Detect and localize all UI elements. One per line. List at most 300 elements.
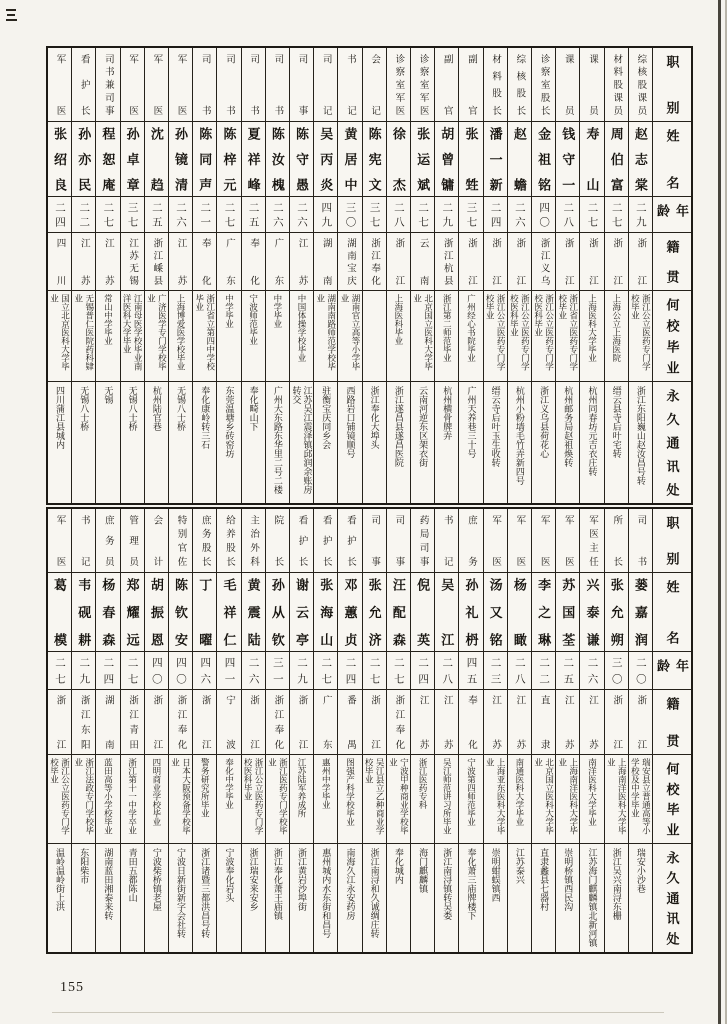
cell-title xyxy=(242,509,265,572)
age-text: 三一 xyxy=(271,657,283,684)
title-text: 特别官佐 xyxy=(175,515,186,566)
school-text: 南洋医科大学毕业 xyxy=(587,758,598,826)
person-column xyxy=(289,509,313,952)
address-text: 东莞温塘乡砖窑坊 xyxy=(224,386,235,458)
cell-school xyxy=(411,290,434,381)
school-text: 图强产科学校毕业 xyxy=(345,758,356,826)
cell-origin xyxy=(459,689,482,754)
cell-age xyxy=(242,196,265,232)
title-text: 课员 xyxy=(586,54,597,115)
cell-address xyxy=(266,843,289,952)
address-text: 奉化萧三庙牌楼下 xyxy=(466,848,477,920)
origin-text: 浙江 xyxy=(586,238,597,285)
person-column xyxy=(362,48,386,503)
address-text: 四川蒲江县城内 xyxy=(55,386,66,449)
cell-school xyxy=(459,754,482,843)
roster-table-top xyxy=(46,46,693,505)
cell-school xyxy=(96,290,119,381)
cell-name xyxy=(242,572,265,651)
row-header-label: 职别 xyxy=(664,55,680,114)
person-column xyxy=(337,48,361,503)
age-text: 二一 xyxy=(199,202,211,227)
cell-origin xyxy=(96,232,119,290)
cell-name xyxy=(605,572,628,651)
cell-age xyxy=(48,651,71,689)
address-text: 云南河逆东区架衣街 xyxy=(418,386,429,467)
age-text: 二七 xyxy=(417,202,429,227)
age-text: 二四 xyxy=(344,657,356,684)
person-column xyxy=(313,48,337,503)
cell-age xyxy=(556,651,579,689)
school-text: 上海公立上海医院 xyxy=(611,294,622,362)
title-text: 看护长 xyxy=(296,515,307,566)
cell-address xyxy=(338,843,361,952)
row-header-cell xyxy=(653,509,691,572)
scan-corner-mark xyxy=(6,8,17,21)
title-text: 司事 xyxy=(369,515,380,566)
row-header-cell xyxy=(653,196,691,232)
origin-text: 浙江 xyxy=(562,238,573,285)
address-text: 无锡八士桥 xyxy=(79,386,90,431)
cell-name xyxy=(532,121,555,196)
school-text: 北京国立医科大学毕业 xyxy=(533,758,555,835)
cell-age xyxy=(629,651,652,689)
cell-origin xyxy=(363,232,386,290)
cell-name xyxy=(338,572,361,651)
age-text: 二八 xyxy=(392,202,404,227)
school-text: 湖南官立高等小学毕业 xyxy=(339,294,361,371)
cell-school xyxy=(556,754,579,843)
title-text: 司记 xyxy=(320,54,331,115)
cell-origin xyxy=(338,232,361,290)
cell-age xyxy=(580,196,603,232)
cell-origin xyxy=(290,689,313,754)
age-text: 三七 xyxy=(368,202,380,227)
cell-address xyxy=(48,381,71,503)
cell-title xyxy=(314,509,337,572)
address-text: 浙江遂昌县遂昌医院 xyxy=(393,386,404,467)
row-header-label: 年龄 xyxy=(655,204,689,217)
name-text: 孙从钦 xyxy=(269,578,285,646)
school-text: 常山中学毕业 xyxy=(103,294,114,345)
origin-text: 浙江东阳 xyxy=(78,695,89,749)
school-text: 浙江公立医药专门学校医科毕业 xyxy=(243,758,265,835)
cell-origin xyxy=(484,232,507,290)
cell-address xyxy=(605,843,628,952)
cell-origin xyxy=(387,689,410,754)
name-text: 潘一新 xyxy=(487,127,503,191)
name-text: 胡振恩 xyxy=(148,578,164,646)
name-text: 汤又铭 xyxy=(487,578,503,646)
address-text: 江苏海门麒麟镇北新河镇 xyxy=(587,848,598,947)
cell-address xyxy=(290,381,313,503)
cell-address xyxy=(217,843,240,952)
title-text: 看护长 xyxy=(78,54,89,115)
school-text: 北京国立医科大学毕业 xyxy=(412,294,434,371)
cell-age xyxy=(266,196,289,232)
cell-origin xyxy=(580,232,603,290)
cell-school xyxy=(72,290,95,381)
school-text: 中国体操学校毕业 xyxy=(297,294,308,362)
cell-address xyxy=(387,843,410,952)
row-header-cell xyxy=(653,290,691,381)
cell-address xyxy=(580,843,603,952)
cell-title xyxy=(314,48,337,121)
cell-school xyxy=(605,754,628,843)
age-text: 二七 xyxy=(368,657,380,684)
school-text: 浙江医药专门学校毕业 xyxy=(267,758,289,835)
cell-title xyxy=(411,509,434,572)
person-column xyxy=(168,48,192,503)
school-text: 吴江师范讲习所毕业 xyxy=(442,758,453,835)
age-text: 二二 xyxy=(78,202,90,227)
cell-origin xyxy=(484,689,507,754)
cell-age xyxy=(96,651,119,689)
title-text: 司书 xyxy=(635,515,646,566)
cell-origin xyxy=(508,232,531,290)
origin-text: 浙江 xyxy=(151,695,162,749)
cell-age xyxy=(605,651,628,689)
title-text: 军医 xyxy=(54,54,65,115)
cell-title xyxy=(48,509,71,572)
cell-address xyxy=(169,843,192,952)
cell-title xyxy=(145,48,168,121)
age-text: 二七 xyxy=(610,202,622,227)
cell-school xyxy=(508,754,531,843)
origin-text: 广东 xyxy=(223,238,234,285)
cell-address xyxy=(435,381,458,503)
age-text: 四五 xyxy=(465,657,477,684)
cell-address xyxy=(242,843,265,952)
cell-origin xyxy=(266,232,289,290)
name-text: 汪配森 xyxy=(390,578,406,646)
person-column xyxy=(144,509,168,952)
cell-name xyxy=(363,572,386,651)
cell-school xyxy=(387,290,410,381)
cell-address xyxy=(121,843,144,952)
cell-age xyxy=(145,651,168,689)
cell-origin xyxy=(193,689,216,754)
row-header-label: 籍贯 xyxy=(664,240,680,283)
cell-name xyxy=(145,572,168,651)
cell-name xyxy=(605,121,628,196)
cell-title xyxy=(459,48,482,121)
origin-text: 宁波 xyxy=(223,695,234,749)
row-header-cell xyxy=(653,689,691,754)
cell-address xyxy=(629,843,652,952)
cell-origin xyxy=(169,689,192,754)
cell-title xyxy=(121,48,144,121)
age-text: 二四 xyxy=(54,202,66,227)
origin-text: 浙江嵊县 xyxy=(151,238,162,285)
row-header-label: 籍贯 xyxy=(664,697,680,747)
cell-name xyxy=(411,121,434,196)
cell-origin xyxy=(48,232,71,290)
cell-school xyxy=(145,754,168,843)
row-header-label: 姓名 xyxy=(664,129,680,189)
address-text: 无锡 xyxy=(103,386,114,404)
cell-title xyxy=(266,48,289,121)
title-text: 主治外科 xyxy=(248,515,259,566)
origin-text: 浙江 xyxy=(490,238,501,285)
cell-age xyxy=(217,196,240,232)
origin-text: 浙江 xyxy=(635,695,646,749)
origin-text: 浙江 xyxy=(635,238,646,285)
cell-age xyxy=(363,651,386,689)
age-text: 二五 xyxy=(247,202,259,227)
cell-name xyxy=(72,121,95,196)
cell-title xyxy=(605,48,628,121)
age-text: 二六 xyxy=(296,202,308,227)
address-text: 驻衡宝庆同乡会 xyxy=(321,386,332,449)
cell-title xyxy=(169,509,192,572)
cell-origin xyxy=(556,232,579,290)
cell-origin xyxy=(508,689,531,754)
cell-title xyxy=(72,509,95,572)
cell-school xyxy=(72,754,95,843)
title-text: 管理员 xyxy=(127,515,138,566)
cell-origin xyxy=(193,232,216,290)
address-text: 奉化畸山下 xyxy=(248,386,259,431)
person-column xyxy=(192,48,216,503)
title-text: 司书 xyxy=(272,54,283,115)
name-text: 徐杰 xyxy=(390,127,406,191)
cell-address xyxy=(314,843,337,952)
cell-origin xyxy=(145,232,168,290)
cell-address xyxy=(629,381,652,503)
cell-name xyxy=(508,121,531,196)
cell-title xyxy=(435,509,458,572)
cell-name xyxy=(72,572,95,651)
school-text: 奉化中学毕业 xyxy=(224,758,235,809)
cell-origin xyxy=(314,232,337,290)
cell-origin xyxy=(242,232,265,290)
age-text: 四九 xyxy=(320,202,332,227)
person-column xyxy=(628,509,652,952)
cell-origin xyxy=(121,232,144,290)
origin-text: 浙江 xyxy=(611,238,622,285)
title-text: 副官 xyxy=(465,54,476,115)
school-text: 浙江省立医药专门学校毕业 xyxy=(557,294,579,371)
cell-origin xyxy=(411,232,434,290)
row-header-cell xyxy=(653,651,691,689)
address-text: 杭州小粉墙毛竹弄新四号 xyxy=(514,386,525,485)
address-text: 浙江黄岩沙埠街 xyxy=(297,848,308,911)
person-column xyxy=(313,509,337,952)
person-column xyxy=(265,509,289,952)
person-column xyxy=(216,509,240,952)
person-column xyxy=(95,509,119,952)
address-text: 宁波奉化岩头 xyxy=(224,848,235,902)
name-text: 陈汝槐 xyxy=(269,127,285,191)
name-text: 赵志棠 xyxy=(632,127,648,191)
address-text: 直隶蠡县七器村 xyxy=(539,848,550,911)
name-text: 兴泰谦 xyxy=(584,578,600,646)
age-text: 二五 xyxy=(562,657,574,684)
cell-address xyxy=(459,381,482,503)
age-text: 二七 xyxy=(320,657,332,684)
cell-age xyxy=(145,196,168,232)
cell-school xyxy=(193,754,216,843)
origin-text: 江苏 xyxy=(175,238,186,285)
origin-text: 云南 xyxy=(417,238,428,285)
cell-address xyxy=(363,843,386,952)
cell-title xyxy=(605,509,628,572)
cell-title xyxy=(266,509,289,572)
name-text: 吴江 xyxy=(439,578,455,646)
cell-title xyxy=(629,509,652,572)
person-column xyxy=(434,509,458,952)
cell-address xyxy=(314,381,337,503)
cell-origin xyxy=(121,689,144,754)
name-text: 葛模 xyxy=(52,578,68,646)
cell-title xyxy=(338,48,361,121)
title-text: 材料股课员 xyxy=(611,54,622,115)
cell-school xyxy=(217,290,240,381)
origin-text: 湖南宝庆 xyxy=(344,238,355,285)
cell-address xyxy=(435,843,458,952)
cell-origin xyxy=(532,232,555,290)
school-text: 湖南南路师范学校毕业 xyxy=(315,294,337,371)
cell-age xyxy=(605,196,628,232)
cell-age xyxy=(48,196,71,232)
row-header-cell xyxy=(653,381,691,503)
cell-school xyxy=(338,754,361,843)
age-text: 二四 xyxy=(417,657,429,684)
cell-school xyxy=(508,290,531,381)
title-text: 军医 xyxy=(127,54,138,115)
origin-text: 浙江 xyxy=(611,695,622,749)
title-text: 副官 xyxy=(441,54,452,115)
cell-address xyxy=(508,381,531,503)
cell-address xyxy=(484,843,507,952)
origin-text: 浙江 xyxy=(514,238,525,285)
age-text: 二六 xyxy=(175,202,187,227)
age-text: 二七 xyxy=(126,657,138,684)
title-text: 军医主任 xyxy=(586,515,597,566)
cell-age xyxy=(290,196,313,232)
person-column xyxy=(386,509,410,952)
scan-bottom-line xyxy=(52,1012,664,1013)
name-text: 陈宪文 xyxy=(366,127,382,191)
school-text: 惠州中学毕业 xyxy=(321,758,332,809)
cell-age xyxy=(121,196,144,232)
cell-age xyxy=(314,196,337,232)
person-column xyxy=(71,509,95,952)
origin-text: 广东 xyxy=(320,695,331,749)
origin-text: 奉化 xyxy=(199,238,210,285)
age-text: 二七 xyxy=(392,657,404,684)
school-text: 宁波甲种商业学校毕业 xyxy=(388,758,410,835)
age-text: 二三 xyxy=(489,657,501,684)
cell-title xyxy=(290,509,313,572)
cell-origin xyxy=(629,232,652,290)
cell-age xyxy=(411,196,434,232)
cell-title xyxy=(169,48,192,121)
address-text: 南海久江永安药房 xyxy=(345,848,356,920)
cell-school xyxy=(580,754,603,843)
person-column xyxy=(531,509,555,952)
title-text: 军医 xyxy=(490,515,501,566)
title-text: 所长 xyxy=(611,515,622,566)
school-text: 江南母医学校毕业南洋医科大学毕业 xyxy=(122,294,144,371)
cell-title xyxy=(193,48,216,121)
cell-age xyxy=(459,651,482,689)
origin-text: 浙江奉化 xyxy=(393,695,404,749)
school-text: 浙江公立医药专门学校医科毕业 xyxy=(533,294,555,371)
name-text: 陈钦安 xyxy=(173,578,189,646)
cell-school xyxy=(605,290,628,381)
origin-text: 江苏 xyxy=(562,695,573,749)
cell-title xyxy=(532,509,555,572)
person-column xyxy=(604,48,628,503)
person-column xyxy=(95,48,119,503)
cell-age xyxy=(96,196,119,232)
person-column xyxy=(362,509,386,952)
cell-origin xyxy=(387,232,410,290)
cell-address xyxy=(193,381,216,503)
age-text: 二五 xyxy=(150,202,162,227)
cell-name xyxy=(508,572,531,651)
origin-text: 湖南 xyxy=(102,695,113,749)
cell-address xyxy=(48,843,71,952)
cell-school xyxy=(169,754,192,843)
cell-age xyxy=(338,651,361,689)
school-text: 上海医科毕业 xyxy=(393,294,404,345)
school-text: 浙江公立医药专门学校毕业 xyxy=(49,758,71,835)
origin-text: 番禺 xyxy=(344,695,355,749)
cell-school xyxy=(290,754,313,843)
age-text: 三〇 xyxy=(610,657,622,684)
cell-school xyxy=(121,290,144,381)
school-text: 中学毕业 xyxy=(224,294,235,328)
origin-text: 江苏 xyxy=(490,695,501,749)
cell-age xyxy=(387,196,410,232)
title-text: 司书 xyxy=(223,54,234,115)
cell-origin xyxy=(363,689,386,754)
school-text: 江苏陆军养成所 xyxy=(297,758,308,818)
row-header-cell xyxy=(653,572,691,651)
school-text: 浙江医药专科 xyxy=(418,758,429,809)
cell-origin xyxy=(217,232,240,290)
school-text: 浙江公立医药专门学校毕业 xyxy=(485,294,507,371)
name-text: 郑耀远 xyxy=(124,578,140,646)
age-text: 二六 xyxy=(513,202,525,227)
row-header-label: 职别 xyxy=(664,516,680,565)
school-text: 广州经心书院毕业 xyxy=(466,294,477,362)
cell-school xyxy=(121,754,144,843)
name-text: 毛祥仁 xyxy=(221,578,237,646)
age-text: 二六 xyxy=(271,202,283,227)
address-text: 浙江诸暨三都洪昌号转 xyxy=(200,848,211,938)
origin-text: 浙江 xyxy=(248,695,259,749)
cell-origin xyxy=(580,689,603,754)
cell-name xyxy=(290,572,313,651)
title-text: 庶务员 xyxy=(102,515,113,566)
name-text: 黄居中 xyxy=(342,127,358,191)
cell-age xyxy=(556,196,579,232)
cell-name xyxy=(314,121,337,196)
cell-age xyxy=(314,651,337,689)
row-header-label: 何校毕业 xyxy=(664,298,680,374)
cell-origin xyxy=(338,689,361,754)
cell-title xyxy=(338,509,361,572)
person-column xyxy=(289,48,313,503)
age-text: 二九 xyxy=(78,657,90,684)
cell-address xyxy=(338,381,361,503)
cell-address xyxy=(72,843,95,952)
roster-table-bottom xyxy=(46,507,693,954)
